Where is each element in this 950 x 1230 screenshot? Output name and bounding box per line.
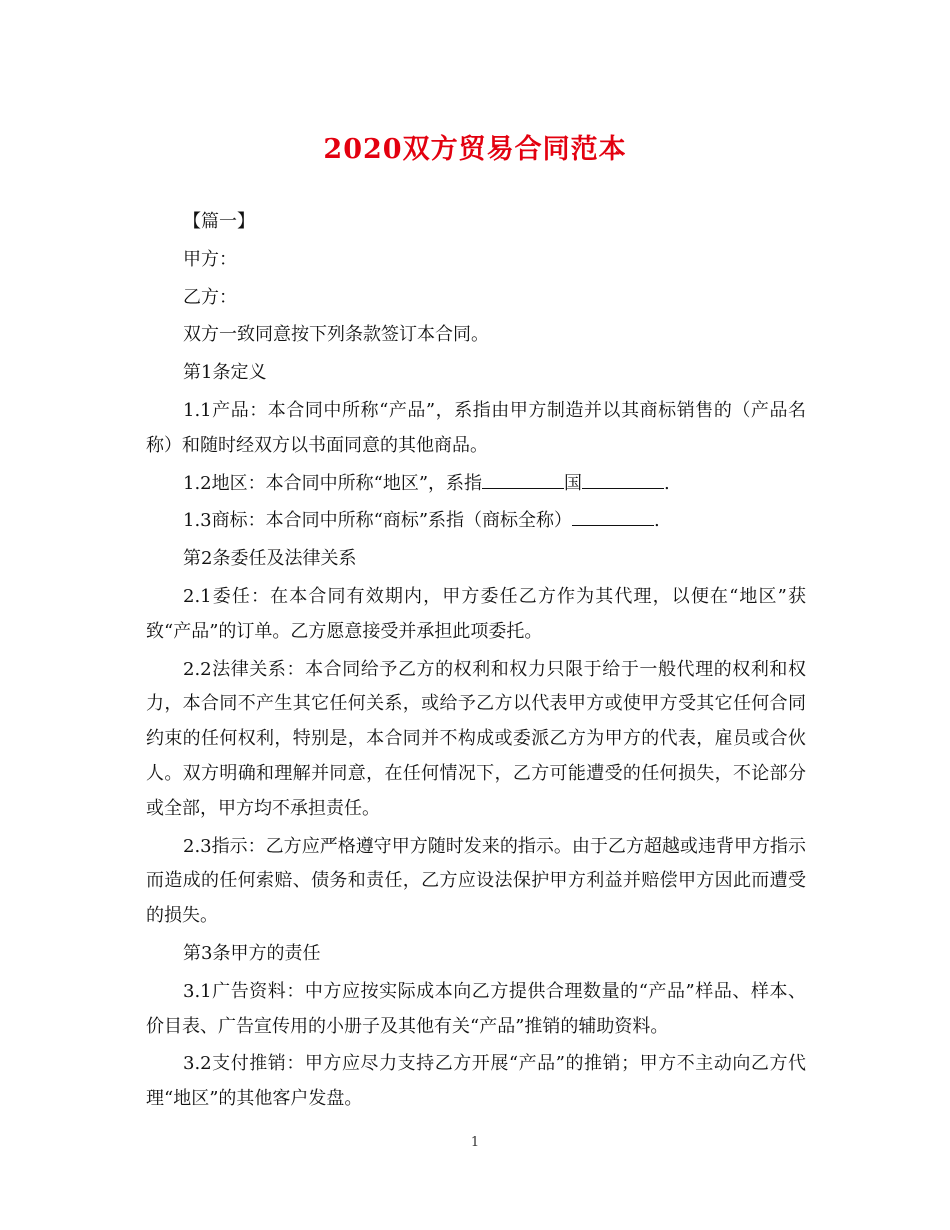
clause-1-2-end: . [664, 472, 670, 494]
clause-1-2 [146, 467, 806, 502]
party-a-line: 甲方： [183, 248, 237, 270]
blank-line [582, 474, 664, 489]
article-3-heading: 第3条甲方的责任 [183, 942, 321, 964]
document-body [146, 205, 806, 1120]
page-number: 1 [470, 1135, 480, 1150]
party-b-line: 乙方： [183, 286, 237, 308]
blank-line [572, 511, 654, 526]
article-2-heading: 第2条委任及法律关系 [183, 548, 357, 570]
clause-2-3: 2.3指示：乙方应严格遵守甲方随时发来的指示。由于乙方超越或违背甲方指示而造成的任何索赔、债务和责任，乙方应设法保护甲方利益并赔偿甲方因此而遭受的损失。 [146, 835, 806, 927]
blank-line [482, 474, 564, 489]
article-1-heading: 第1条定义 [183, 362, 267, 384]
agreement-intro: 双方一致同意按下列条款签订本合同。 [183, 324, 489, 346]
section-marker: 【篇一】 [183, 211, 255, 232]
clause-1-3-end: . [654, 510, 660, 532]
clause-3-1: 3.1广告资料：中方应按实际成本向乙方提供合理数量的“产品”样品、样本、价目表、广告宣传用的小册子及其他有关“产品”推销的辅助资料。 [146, 980, 806, 1037]
clause-2-1: 2.1委任：在本合同有效期内，甲方委任乙方作为其代理，以便在“地区”获致“产品”的订单。乙方愿意接受并承担此项委托。 [146, 585, 806, 642]
document-title: 2020双方贸易合同范本 [323, 134, 627, 165]
clause-1-2-before: 1.2地区：本合同中所称“地区”，系指 [183, 472, 483, 494]
clause-1-1: 1.1产品：本合同中所称“产品”，系指由甲方制造并以其商标销售的（产品名称）和随时经双方以书面同意的其他商品。 [146, 399, 806, 456]
clause-1-3 [146, 504, 806, 539]
clause-1-3-before: 1.3商标：本合同中所称“商标”系指（商标全称） [183, 510, 573, 532]
clause-3-2: 3.2支付推销：甲方应尽力支持乙方开展“产品”的推销；甲方不主动向乙方代理“地区”的其他客户发盘。 [146, 1053, 806, 1110]
clause-2-2: 2.2法律关系：本合同给予乙方的权利和权力只限于给于一般代理的权利和权力，本合同不产生其它任何关系，或给予乙方以代表甲方或使甲方受其它任何合同约束的任何权利，特别是，本合同并不构成或委派乙方为甲方的代表，雇员或合伙人。双方明确和理解并同意，在任何情况下，乙方可能遭受的任何损失，不论部分或全部，甲方均不承担责任。 [146, 658, 806, 819]
clause-1-2-middle: 国 [564, 472, 583, 494]
